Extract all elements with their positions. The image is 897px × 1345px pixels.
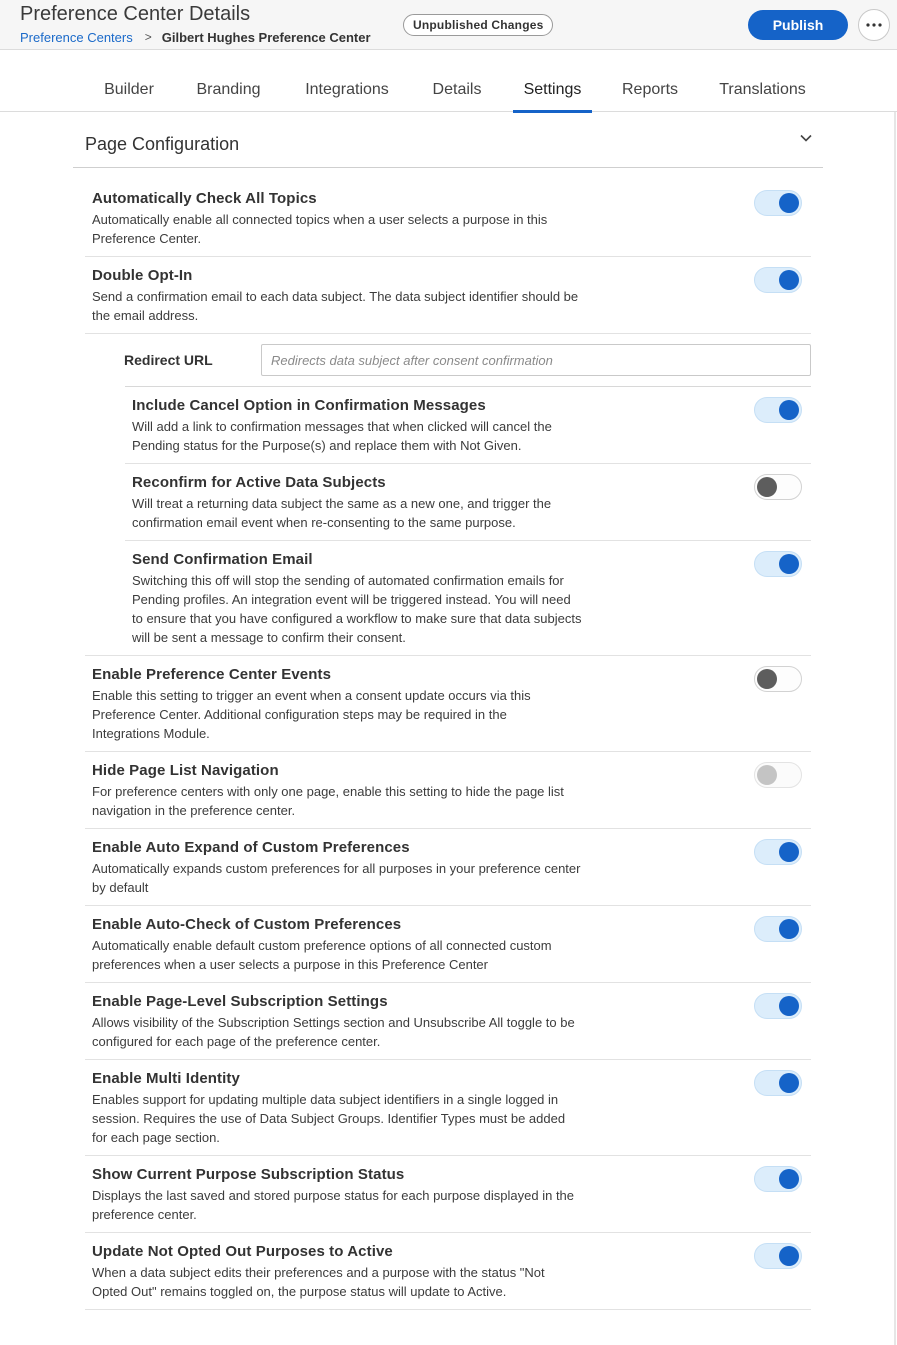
toggle-knob	[779, 1073, 799, 1093]
publish-button[interactable]: Publish	[748, 10, 848, 40]
setting-description: Automatically expands custom preferences for all purposes in your preference center by default	[92, 861, 581, 895]
redirect-url-input[interactable]	[261, 344, 811, 376]
setting-description: For preference centers with only one page, enable this setting to hide the page list navigation in the preference center.	[92, 784, 564, 818]
breadcrumb-link-preference-centers[interactable]: Preference Centers	[20, 29, 133, 45]
toggle-double-opt-in[interactable]	[754, 267, 802, 293]
toggle-preference-center-events[interactable]	[754, 666, 802, 692]
setting-row-page-level-subscription	[85, 983, 811, 1060]
setting-description: Displays the last saved and stored purpose status for each purpose displayed in the preference center.	[92, 1188, 575, 1222]
setting-title: Double Opt-In	[92, 267, 193, 284]
tab-integrations[interactable]: Integrations	[305, 81, 389, 98]
setting-row-auto-check-custom	[85, 906, 811, 983]
setting-title: Show Current Purpose Subscription Status	[92, 1166, 405, 1183]
tab-reports[interactable]: Reports	[621, 81, 679, 98]
setting-description: Send a confirmation email to each data subject. The data subject identifier should be the email address.	[92, 289, 579, 323]
breadcrumb-current: Gilbert Hughes Preference Center	[161, 29, 371, 45]
tab-bar	[0, 50, 897, 112]
setting-title: Reconfirm for Active Data Subjects	[132, 474, 386, 491]
toggle-knob	[779, 1169, 799, 1189]
toggle-knob	[779, 554, 799, 574]
setting-description: Will add a link to confirmation messages that when clicked will cancel the Pending status for the Purpose(s) and replace them with Not Given.	[132, 419, 552, 453]
setting-row-send-confirmation-email	[125, 541, 811, 656]
toggle-show-purpose-status[interactable]	[754, 1166, 802, 1192]
toggle-knob	[779, 400, 799, 420]
setting-row-double-opt-in	[85, 257, 811, 333]
app-header	[0, 0, 897, 50]
toggle-knob	[779, 996, 799, 1016]
tab-details[interactable]: Details	[432, 81, 482, 98]
toggle-multi-identity[interactable]	[754, 1070, 802, 1096]
setting-title: Enable Auto-Check of Custom Preferences	[92, 916, 402, 933]
toggle-knob	[779, 842, 799, 862]
toggle-auto-check-topics[interactable]	[754, 190, 802, 216]
section-header-page-configuration[interactable]	[73, 122, 823, 168]
setting-title: Send Confirmation Email	[132, 551, 313, 568]
setting-row-reconfirm-active	[125, 464, 811, 541]
setting-title: Hide Page List Navigation	[92, 762, 279, 779]
chevron-down-icon	[800, 134, 812, 142]
setting-row-multi-identity	[85, 1060, 811, 1156]
setting-description: Will treat a returning data subject the same as a new one, and trigger the confirmation email event when re-consenting to the same purpose.	[132, 496, 552, 530]
setting-row-update-not-opted-out	[85, 1233, 811, 1310]
ellipsis-icon	[866, 23, 882, 27]
section-title: Page Configuration	[85, 134, 240, 154]
toggle-auto-expand-custom[interactable]	[754, 839, 802, 865]
toggle-include-cancel-option[interactable]	[754, 397, 802, 423]
panel-border	[894, 112, 896, 1345]
setting-title: Update Not Opted Out Purposes to Active	[92, 1243, 393, 1260]
toggle-knob	[757, 669, 777, 689]
tab-branding[interactable]: Branding	[196, 81, 261, 98]
toggle-knob	[757, 765, 777, 785]
setting-row-include-cancel-option	[125, 387, 811, 464]
setting-description: Automatically enable default custom preference options of all connected custom preferences when a user selects a purpose in this Preference Center	[92, 938, 552, 972]
redirect-url-label: Redirect URL	[124, 352, 213, 368]
setting-row-show-purpose-status	[85, 1156, 811, 1233]
toggle-knob	[779, 919, 799, 939]
toggle-knob	[779, 1246, 799, 1266]
setting-row-preference-center-events	[85, 656, 811, 752]
toggle-knob	[779, 193, 799, 213]
page-title: Preference Center Details	[20, 3, 251, 25]
setting-description: Allows visibility of the Subscription Settings section and Unsubscribe All toggle to be configured for each page of the preference center.	[92, 1015, 575, 1049]
toggle-knob	[779, 270, 799, 290]
tab-builder[interactable]: Builder	[104, 81, 154, 98]
setting-description: Enable this setting to trigger an event when a consent update occurs via this Preference Center. Additional configuration steps may be required in the Integrations Module.	[92, 688, 531, 741]
setting-title: Enable Auto Expand of Custom Preferences	[92, 839, 410, 856]
toggle-knob	[757, 477, 777, 497]
toggle-update-not-opted-out[interactable]	[754, 1243, 802, 1269]
breadcrumb	[20, 28, 371, 46]
setting-title: Include Cancel Option in Confirmation Messages	[132, 397, 486, 414]
setting-row-hide-page-list	[85, 752, 811, 829]
status-badge: Unpublished Changes	[403, 14, 553, 36]
setting-title: Automatically Check All Topics	[92, 190, 317, 207]
setting-row-auto-expand-custom	[85, 829, 811, 906]
setting-description: Automatically enable all connected topics when a user selects a purpose in this Preference Center.	[92, 212, 548, 246]
divider	[85, 333, 811, 334]
setting-title: Enable Multi Identity	[92, 1070, 240, 1087]
setting-title: Enable Preference Center Events	[92, 666, 332, 683]
setting-title: Enable Page-Level Subscription Settings	[92, 993, 388, 1010]
toggle-page-level-subscription[interactable]	[754, 993, 802, 1019]
tab-settings[interactable]: Settings	[513, 50, 592, 112]
tab-translations[interactable]: Translations	[719, 81, 806, 98]
setting-row-auto-check-topics	[85, 180, 811, 257]
toggle-reconfirm-active[interactable]	[754, 474, 802, 500]
breadcrumb-chevron-icon: >	[144, 30, 152, 44]
setting-description: Switching this off will stop the sending of automated confirmation emails for Pending profiles. An integration event will be triggered instead. You will need to ensure that you have configured a workflow to make sure that data subjects will be sent a message to confirm their consent.	[132, 573, 582, 645]
more-options-button[interactable]	[858, 9, 890, 41]
setting-description: Enables support for updating multiple data subject identifiers in a single logged in session. Requires the use of Data Subject Groups. Identifier Types must be added for each page section.	[92, 1092, 566, 1145]
toggle-auto-check-custom[interactable]	[754, 916, 802, 942]
toggle-send-confirmation-email[interactable]	[754, 551, 802, 577]
setting-description: When a data subject edits their preferences and a purpose with the status "Not Opted Out" remains toggled on, the purpose status will update to Active.	[92, 1265, 545, 1299]
toggle-hide-page-list[interactable]	[754, 762, 802, 788]
